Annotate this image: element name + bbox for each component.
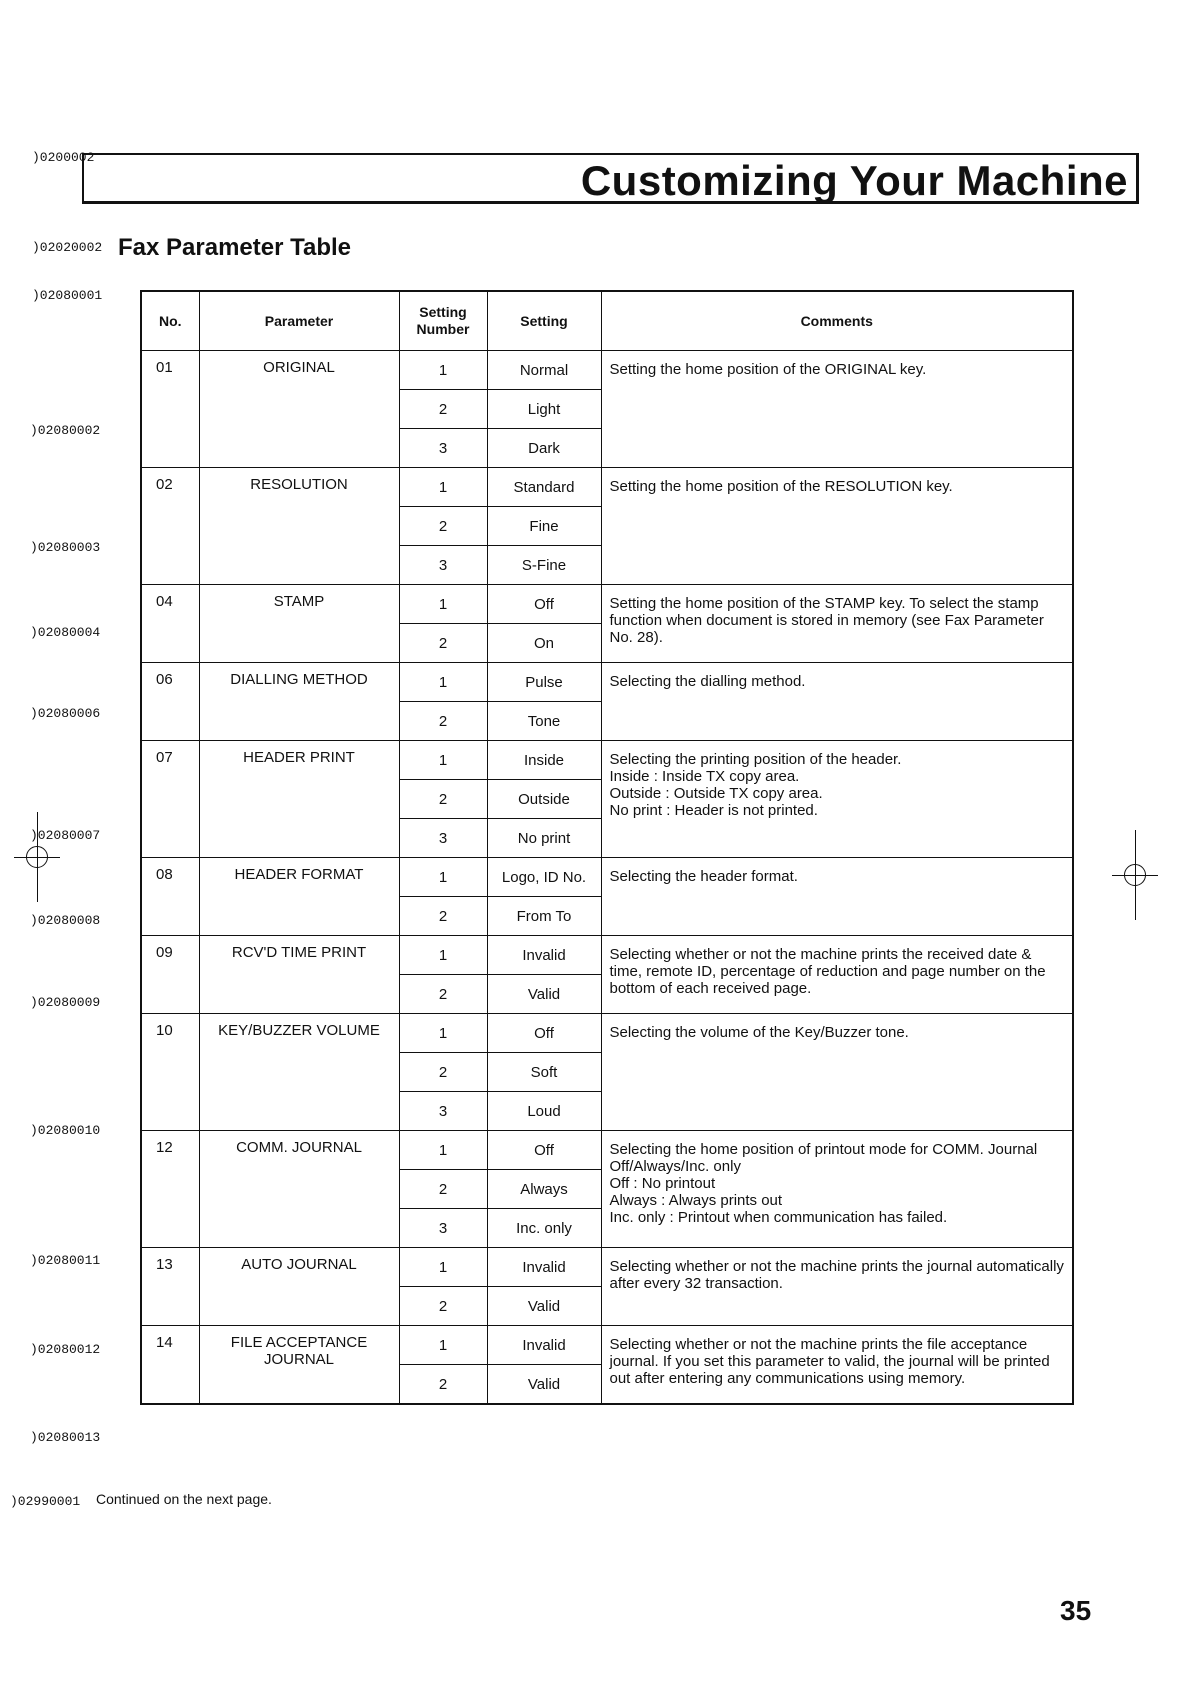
setting-number: 2 xyxy=(399,780,487,819)
table-code: )02080001 xyxy=(32,288,103,303)
setting-value: Fine xyxy=(487,507,601,546)
param-name: COMM. JOURNAL xyxy=(199,1131,399,1248)
table-row xyxy=(141,468,1073,507)
param-comment: Selecting the header format. xyxy=(601,858,1073,936)
setting-number: 3 xyxy=(399,1209,487,1248)
param-comment: Selecting whether or not the machine prints the received date & time, remote ID, percentage of reduction and page number on the bottom of each received page. xyxy=(601,936,1073,1014)
setting-number: 2 xyxy=(399,897,487,936)
setting-value: Invalid xyxy=(487,936,601,975)
header-comments: Comments xyxy=(601,291,1073,351)
setting-number: 2 xyxy=(399,507,487,546)
row-code: )02080009 xyxy=(30,995,101,1010)
row-code: )02080012 xyxy=(30,1342,101,1357)
param-comment: Selecting the home position of printout mode for COMM. Journal Off/Always/Inc. only Off : No printout Always : Always prints out Inc. only : Printout when communication has failed. xyxy=(601,1131,1073,1248)
param-comment: Selecting the printing position of the header. Inside : Inside TX copy area. Outside : Outside TX copy area. No print : Header is not printed. xyxy=(601,741,1073,858)
param-name: HEADER FORMAT xyxy=(199,858,399,936)
setting-value: Light xyxy=(487,390,601,429)
setting-number: 2 xyxy=(399,1287,487,1326)
setting-value: Invalid xyxy=(487,1248,601,1287)
setting-value: No print xyxy=(487,819,601,858)
setting-number: 2 xyxy=(399,624,487,663)
setting-value: Off xyxy=(487,1014,601,1053)
param-no: 07 xyxy=(141,741,199,858)
param-comment: Setting the home position of the RESOLUTION key. xyxy=(601,468,1073,585)
param-comment: Selecting the volume of the Key/Buzzer tone. xyxy=(601,1014,1073,1131)
row-code: )02080011 xyxy=(30,1253,101,1268)
row-code: )02080002 xyxy=(30,423,101,438)
param-no: 13 xyxy=(141,1248,199,1326)
param-comment: Selecting whether or not the machine prints the file acceptance journal. If you set this parameter to valid, the journal will be printed out after entering any communications using memory. xyxy=(601,1326,1073,1405)
header-parameter: Parameter xyxy=(199,291,399,351)
header-no: No. xyxy=(141,291,199,351)
setting-value: Valid xyxy=(487,975,601,1014)
param-no: 12 xyxy=(141,1131,199,1248)
setting-number: 2 xyxy=(399,1365,487,1405)
setting-number: 1 xyxy=(399,936,487,975)
row-code: )02080010 xyxy=(30,1123,101,1138)
table-row xyxy=(141,936,1073,975)
setting-value: Normal xyxy=(487,351,601,390)
setting-number: 1 xyxy=(399,468,487,507)
table-row xyxy=(141,585,1073,624)
setting-value: Always xyxy=(487,1170,601,1209)
param-name: DIALLING METHOD xyxy=(199,663,399,741)
table-row xyxy=(141,1014,1073,1053)
setting-number: 2 xyxy=(399,975,487,1014)
setting-value: From To xyxy=(487,897,601,936)
param-no: 09 xyxy=(141,936,199,1014)
setting-number: 1 xyxy=(399,741,487,780)
param-comment: Selecting the dialling method. xyxy=(601,663,1073,741)
setting-value: Valid xyxy=(487,1287,601,1326)
setting-value: Inc. only xyxy=(487,1209,601,1248)
setting-number: 2 xyxy=(399,702,487,741)
param-name: ORIGINAL xyxy=(199,351,399,468)
row-code: )02080013 xyxy=(30,1430,101,1445)
setting-value: Valid xyxy=(487,1365,601,1405)
table-row xyxy=(141,741,1073,780)
header-setting-number: Setting Number xyxy=(399,291,487,351)
param-name: AUTO JOURNAL xyxy=(199,1248,399,1326)
param-comment: Setting the home position of the STAMP key. To select the stamp function when document is stored in memory (see Fax Parameter No. 28). xyxy=(601,585,1073,663)
section-title-code: )02020002 xyxy=(32,240,103,255)
section-title: Fax Parameter Table xyxy=(118,234,352,261)
setting-number: 2 xyxy=(399,1170,487,1209)
setting-number: 3 xyxy=(399,546,487,585)
row-code: )02080007 xyxy=(30,828,101,843)
setting-number: 1 xyxy=(399,351,487,390)
table-row xyxy=(141,858,1073,897)
param-no: 02 xyxy=(141,468,199,585)
setting-value: On xyxy=(487,624,601,663)
row-code: )02080003 xyxy=(30,540,101,555)
setting-number: 2 xyxy=(399,1053,487,1092)
table-row xyxy=(141,663,1073,702)
registration-mark-left xyxy=(14,812,60,902)
param-comment: Selecting whether or not the machine prints the journal automatically after every 32 transaction. xyxy=(601,1248,1073,1326)
setting-number: 2 xyxy=(399,390,487,429)
param-name: KEY/BUZZER VOLUME xyxy=(199,1014,399,1131)
setting-value: Dark xyxy=(487,429,601,468)
setting-number: 1 xyxy=(399,1014,487,1053)
fax-parameter-table xyxy=(140,290,1074,1405)
setting-value: Tone xyxy=(487,702,601,741)
setting-value: Standard xyxy=(487,468,601,507)
setting-number: 1 xyxy=(399,663,487,702)
setting-value: Logo, ID No. xyxy=(487,858,601,897)
param-name: RCV'D TIME PRINT xyxy=(199,936,399,1014)
registration-mark-right xyxy=(1112,830,1158,920)
param-no: 10 xyxy=(141,1014,199,1131)
table-row xyxy=(141,1131,1073,1170)
param-no: 06 xyxy=(141,663,199,741)
row-code: )02080006 xyxy=(30,706,101,721)
table-header-row xyxy=(141,291,1073,351)
param-name: FILE ACCEPTANCE JOURNAL xyxy=(199,1326,399,1405)
setting-number: 1 xyxy=(399,1326,487,1365)
param-comment: Setting the home position of the ORIGINAL key. xyxy=(601,351,1073,468)
setting-value: Inside xyxy=(487,741,601,780)
setting-number: 3 xyxy=(399,819,487,858)
setting-number: 1 xyxy=(399,1131,487,1170)
setting-number: 3 xyxy=(399,1092,487,1131)
setting-value: Off xyxy=(487,585,601,624)
setting-value: Loud xyxy=(487,1092,601,1131)
setting-value: Outside xyxy=(487,780,601,819)
param-no: 14 xyxy=(141,1326,199,1405)
setting-value: Invalid xyxy=(487,1326,601,1365)
section-code: )0200002 xyxy=(32,150,95,165)
table-row xyxy=(141,1248,1073,1287)
page-header-box xyxy=(82,153,1139,204)
param-name: HEADER PRINT xyxy=(199,741,399,858)
row-code: )02080004 xyxy=(30,625,101,640)
param-name: STAMP xyxy=(199,585,399,663)
setting-number: 1 xyxy=(399,585,487,624)
param-no: 01 xyxy=(141,351,199,468)
table-row xyxy=(141,1326,1073,1365)
header-setting: Setting xyxy=(487,291,601,351)
setting-value: Soft xyxy=(487,1053,601,1092)
page-number: 35 xyxy=(1060,1595,1092,1626)
param-name: RESOLUTION xyxy=(199,468,399,585)
footnote: Continued on the next page. xyxy=(96,1491,272,1507)
setting-value: Pulse xyxy=(487,663,601,702)
param-no: 08 xyxy=(141,858,199,936)
setting-number: 3 xyxy=(399,429,487,468)
row-code: )02080008 xyxy=(30,913,101,928)
setting-value: S-Fine xyxy=(487,546,601,585)
param-no: 04 xyxy=(141,585,199,663)
footnote-code: )02990001 xyxy=(10,1494,81,1509)
page-header-title: Customizing Your Machine xyxy=(580,157,1128,204)
setting-value: Off xyxy=(487,1131,601,1170)
setting-number: 1 xyxy=(399,1248,487,1287)
setting-number: 1 xyxy=(399,858,487,897)
table-row xyxy=(141,351,1073,390)
